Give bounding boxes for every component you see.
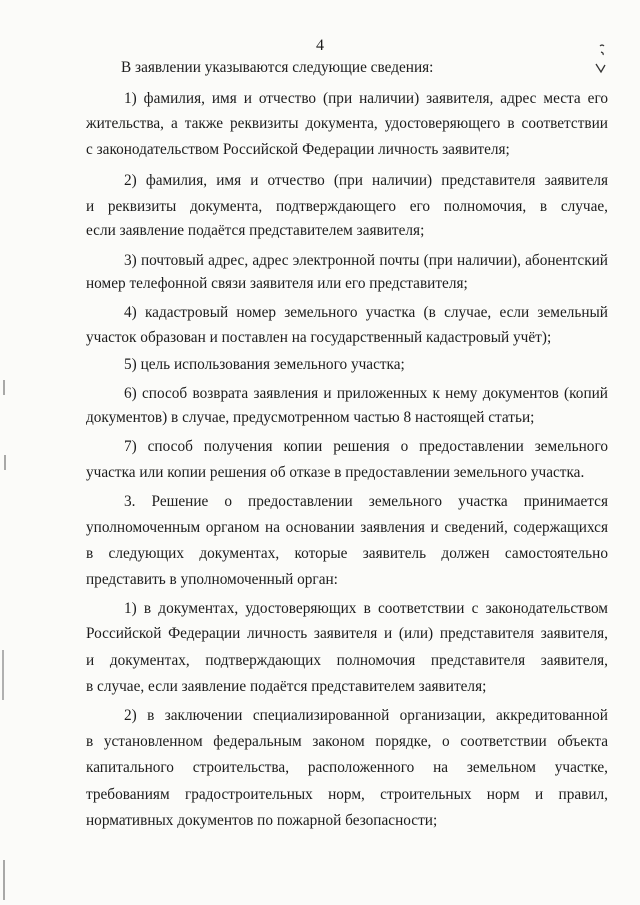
text-line: 1) фамилия, имя и отчество (при наличии) заявителя, адрес места его <box>124 90 608 107</box>
text-line: в установленном федеральным законом порядке, о соответствии объекта <box>86 733 608 750</box>
text-line: участок образован и поставлен на государственный кадастровый учёт); <box>86 329 552 346</box>
text-line: 2) в заключении специализированной организации, аккредитованной <box>124 707 608 724</box>
text-line: если заявление подаётся представителем заявителя; <box>86 222 425 239</box>
text-line: нормативных документов по пожарной безопасности; <box>86 812 438 829</box>
text-line: жительства, а также реквизиты документа, удостоверяющего в соответствии <box>86 115 608 132</box>
text-line: В заявлении указываются следующие сведения: <box>121 59 434 76</box>
text-line: 3) почтовый адрес, адрес электронной почты (при наличии), абонентский <box>124 252 608 269</box>
text-line: и реквизиты документа, подтверждающего его полномочия, в случае, <box>86 198 608 215</box>
text-line: Российской Федерации личность заявителя и (или) представителя заявителя, <box>86 625 608 642</box>
text-line: капитального строительства, расположенного на земельном участке, <box>86 759 608 776</box>
text-line: требованиям градостроительных норм, строительных норм и правил, <box>86 786 608 803</box>
text-line: в случае, если заявление подаётся представителем заявителя; <box>86 678 487 695</box>
text-line: номер телефонной связи заявителя или его представителя; <box>86 275 468 292</box>
text-line: 3. Решение о предоставлении земельного участка принимается <box>124 493 608 510</box>
text-line: и документах, подтверждающих полномочия представителя заявителя, <box>86 652 608 669</box>
text-line: в следующих документах, которые заявитель должен самостоятельно <box>86 545 608 562</box>
text-line: 6) способ возврата заявления и приложенных к нему документов (копий <box>124 385 608 402</box>
text-line: 5) цель использования земельного участка; <box>124 356 405 373</box>
text-line: участка или копии решения об отказе в предоставлении земельного участка. <box>86 464 585 481</box>
page-number: 4 <box>316 37 324 54</box>
text-line: представить в уполномоченный орган: <box>86 571 338 588</box>
text-line: с законодательством Российской Федерации личность заявителя; <box>86 141 510 158</box>
text-line: документов) в случае, предусмотренном частью 8 настоящей статьи; <box>86 409 535 426</box>
text-line: 7) способ получения копии решения о предоставлении земельного <box>124 438 608 455</box>
text-line: 1) в документах, удостоверяющих в соответствии с законодательством <box>124 600 608 617</box>
text-line: 4) кадастровый номер земельного участка (в случае, если земельный <box>124 304 608 321</box>
text-line: 2) фамилия, имя и отчество (при наличии) представителя заявителя <box>124 172 608 189</box>
text-line: уполномоченным органом на основании заявления и сведений, содержащихся <box>86 519 608 536</box>
